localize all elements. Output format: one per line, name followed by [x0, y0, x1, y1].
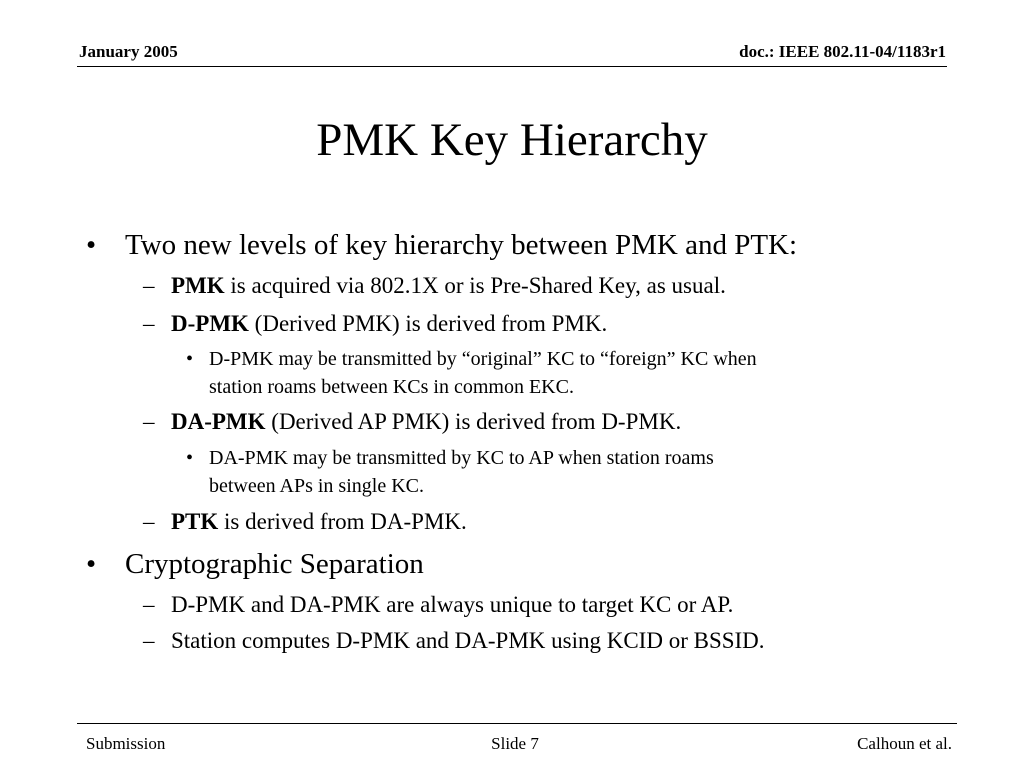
- term-description: is derived from DA-PMK.: [218, 509, 467, 534]
- dash-marker: –: [143, 592, 155, 617]
- dash-marker: –: [143, 409, 155, 434]
- bullet-text: [171, 310, 607, 338]
- bullet-marker: •: [86, 229, 97, 261]
- term-pmk: PMK: [171, 273, 225, 298]
- term-d-pmk: D-PMK: [171, 311, 249, 336]
- footer-rule: [77, 723, 957, 724]
- bullet-text: DA-PMK may be transmitted by KC to AP when station roams: [209, 447, 714, 469]
- term-description: (Derived AP PMK) is derived from D-PMK.: [265, 409, 682, 434]
- bullet-text: D-PMK may be transmitted by “original” KC to “foreign” KC when: [209, 348, 757, 370]
- bullet-text: Station computes D-PMK and DA-PMK using KCID or BSSID.: [171, 628, 765, 653]
- dash-marker: –: [143, 628, 155, 653]
- header-date: January 2005: [79, 42, 178, 61]
- bullet-marker: •: [186, 447, 194, 469]
- bullet-marker: •: [186, 348, 194, 370]
- footer-authors: Calhoun et al.: [857, 734, 952, 753]
- dash-marker: –: [143, 509, 155, 534]
- header-rule: [77, 66, 947, 67]
- bullet-text: D-PMK and DA-PMK are always unique to target KC or AP.: [171, 592, 734, 617]
- bullet-text-continued: station roams between KCs in common EKC.: [209, 376, 574, 398]
- term-description: is acquired via 802.1X or is Pre-Shared Key, as usual.: [224, 273, 726, 298]
- bullet-text: [171, 408, 681, 436]
- header-doc-id: doc.: IEEE 802.11-04/1183r1: [739, 42, 946, 61]
- bullet-text: [171, 508, 467, 536]
- bullet-text: Cryptographic Separation: [125, 548, 424, 580]
- bullet-text: Two new levels of key hierarchy between PMK and PTK:: [125, 229, 798, 261]
- bullet-text: [171, 272, 726, 300]
- slide-title: PMK Key Hierarchy: [316, 114, 708, 166]
- footer-submission: Submission: [86, 734, 166, 753]
- bullet-text-continued: between APs in single KC.: [209, 475, 424, 497]
- dash-marker: –: [143, 273, 155, 298]
- footer-slide-number: Slide 7: [491, 734, 539, 753]
- dash-marker: –: [143, 311, 155, 336]
- term-da-pmk: DA-PMK: [171, 409, 266, 434]
- bullet-marker: •: [86, 548, 97, 580]
- term-ptk: PTK: [171, 509, 219, 534]
- term-description: (Derived PMK) is derived from PMK.: [248, 311, 608, 336]
